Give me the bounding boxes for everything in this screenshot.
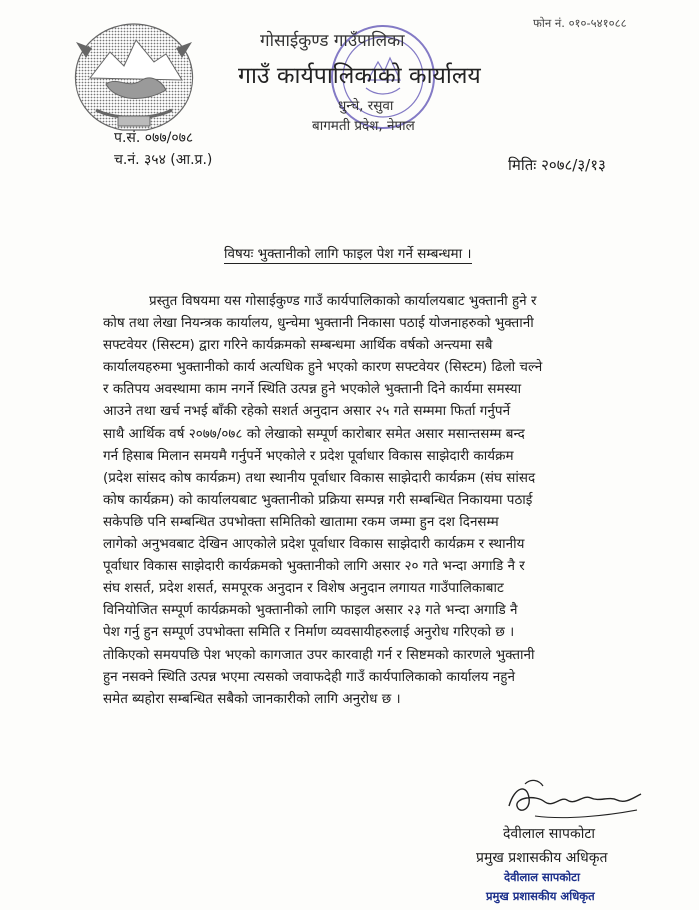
dispatch-number: च.नं. ३५४ (आ.प्र.): [114, 152, 213, 168]
stamp-title: प्रमुख प्रशासकीय अधिकृत: [486, 889, 595, 903]
body-line: प्रस्तुत विषयमा यस गोसाईकुण्ड गाउँ कार्यपालिकाको कार्यालयबाट भुक्तानी हुने र: [149, 293, 537, 309]
signatory-name: देवीलाल सापकोटा: [503, 826, 596, 842]
subject-line: विषयः भुक्तानीको लागि फाइल पेश गर्ने सम्बन्धमा ।: [224, 246, 472, 262]
body-line: हुन नसक्ने स्थिति उत्पन्न भएमा त्यसको जवाफदेही गाउँ कार्यपालिकाको कार्यालय नहुने: [103, 668, 515, 685]
body-line: तोकिएको समयपछि पेश भएको कागजात उपर कारवाही गर्न र सिष्टमको कारणले भुक्तानी: [103, 646, 535, 663]
body-line: विनियोजित सम्पूर्ण कार्यक्रमको भुक्तानीको लागि फाइल असार २३ गते भन्दा अगाडि नै: [103, 602, 518, 619]
reference-number: प.सं. ०७७/०७८: [114, 130, 194, 146]
body-line: साथै आर्थिक वर्ष २०७७/०७८ को लेखाको सम्पूर्ण कारोबार समेत असार मसान्तसम्म बन्द: [103, 425, 525, 442]
phone-number: फोन नं. ०१०-५४१०८८: [533, 16, 627, 30]
body-line: गर्न हिसाब मिलान समयमै गर्नुपर्ने भएकोले र प्रदेश पूर्वाधार विकास साझेदारी कार्यक्रम: [103, 447, 514, 464]
handwritten-signature: [505, 776, 645, 824]
body-line: र कतिपय अवस्थामा काम नगर्ने स्थिति उत्पन्न हुने भएकोले भुक्तानी दिने कार्यमा समस्या: [103, 381, 522, 398]
body-line: (प्रदेश सांसद कोष कार्यक्रम) तथा स्थानीय पूर्वाधार विकास साझेदारी कार्यक्रम (संघ सांसद: [103, 469, 536, 486]
letter-body: [103, 290, 677, 710]
body-line: आउने तथा खर्च नभई बाँकी रहेको सशर्त अनुदान असार २५ गते सम्ममा फिर्ता गर्नुपर्ने: [103, 403, 511, 420]
body-line: समेत ब्यहोरा सम्बन्धित सबैको जानकारीको लागि अनुरोध छ ।: [103, 690, 401, 707]
body-line: संघ शसर्त, प्रदेश शसर्त, समपूरक अनुदान र विशेष अनुदान लगायत गाउँपालिकाबाट: [103, 580, 504, 597]
body-line: कोष तथा लेखा नियन्त्रक कार्यालय, धुन्चेमा भुक्तानी निकासा पठाई योजनाहरुको भुक्तानी: [103, 315, 534, 332]
body-line: कार्यालयहरुमा भुक्तानीको कार्य अत्यधिक हुने भएको कारण सफ्टवेयर (सिस्टम) ढिलो चल्ने: [103, 359, 543, 376]
body-line: कोष कार्यक्रम) को कार्यालयबाट भुक्तानीको प्रक्रिया सम्पन्न गरी सम्बन्धित निकायमा पठाई: [103, 491, 533, 508]
office-name: गोसाईकुण्ड गाउँपालिका: [260, 31, 405, 51]
body-line: पूर्वाधार विकास साझेदारी कार्यक्रमको भुक्तानीको लागि असार २० गते भन्दा अगाडि नै र: [103, 558, 525, 575]
address-line-2: बागमती प्रदेश, नेपाल: [312, 118, 415, 134]
nepal-emblem-icon: [66, 18, 202, 136]
body-line: लागेको अनुभवबाट देखिन आएकोले प्रदेश पूर्वाधार विकास साझेदारी कार्यक्रम र स्थानीय: [103, 536, 525, 553]
stamp-name: देवीलाल सापकोटा: [504, 870, 580, 884]
letter-date: मितिः २०७८/३/१३: [508, 156, 606, 174]
signatory-title: प्रमुख प्रशासकीय अधिकृत: [476, 850, 608, 866]
body-line: पेश गर्नु हुन सम्पूर्ण उपभोक्ता समिति र निर्माण व्यवसायीहरुलाई अनुरोध गरिएको छ ।: [103, 624, 515, 641]
body-line: सकेपछि पनि सम्बन्धित उपभोक्ता समितिको खातामा रकम जम्मा हुन दश दिनसम्म: [103, 513, 499, 530]
body-line: सफ्टवेयर (सिस्टम) द्वारा गरिने कार्यक्रमको सम्बन्धमा आर्थिक वर्षको अन्त्यमा सबै: [103, 337, 493, 354]
office-title: गाउँ कार्यपालिकाको कार्यालय: [238, 63, 481, 89]
address-line-1: धुन्चे, रसुवा: [338, 98, 394, 114]
